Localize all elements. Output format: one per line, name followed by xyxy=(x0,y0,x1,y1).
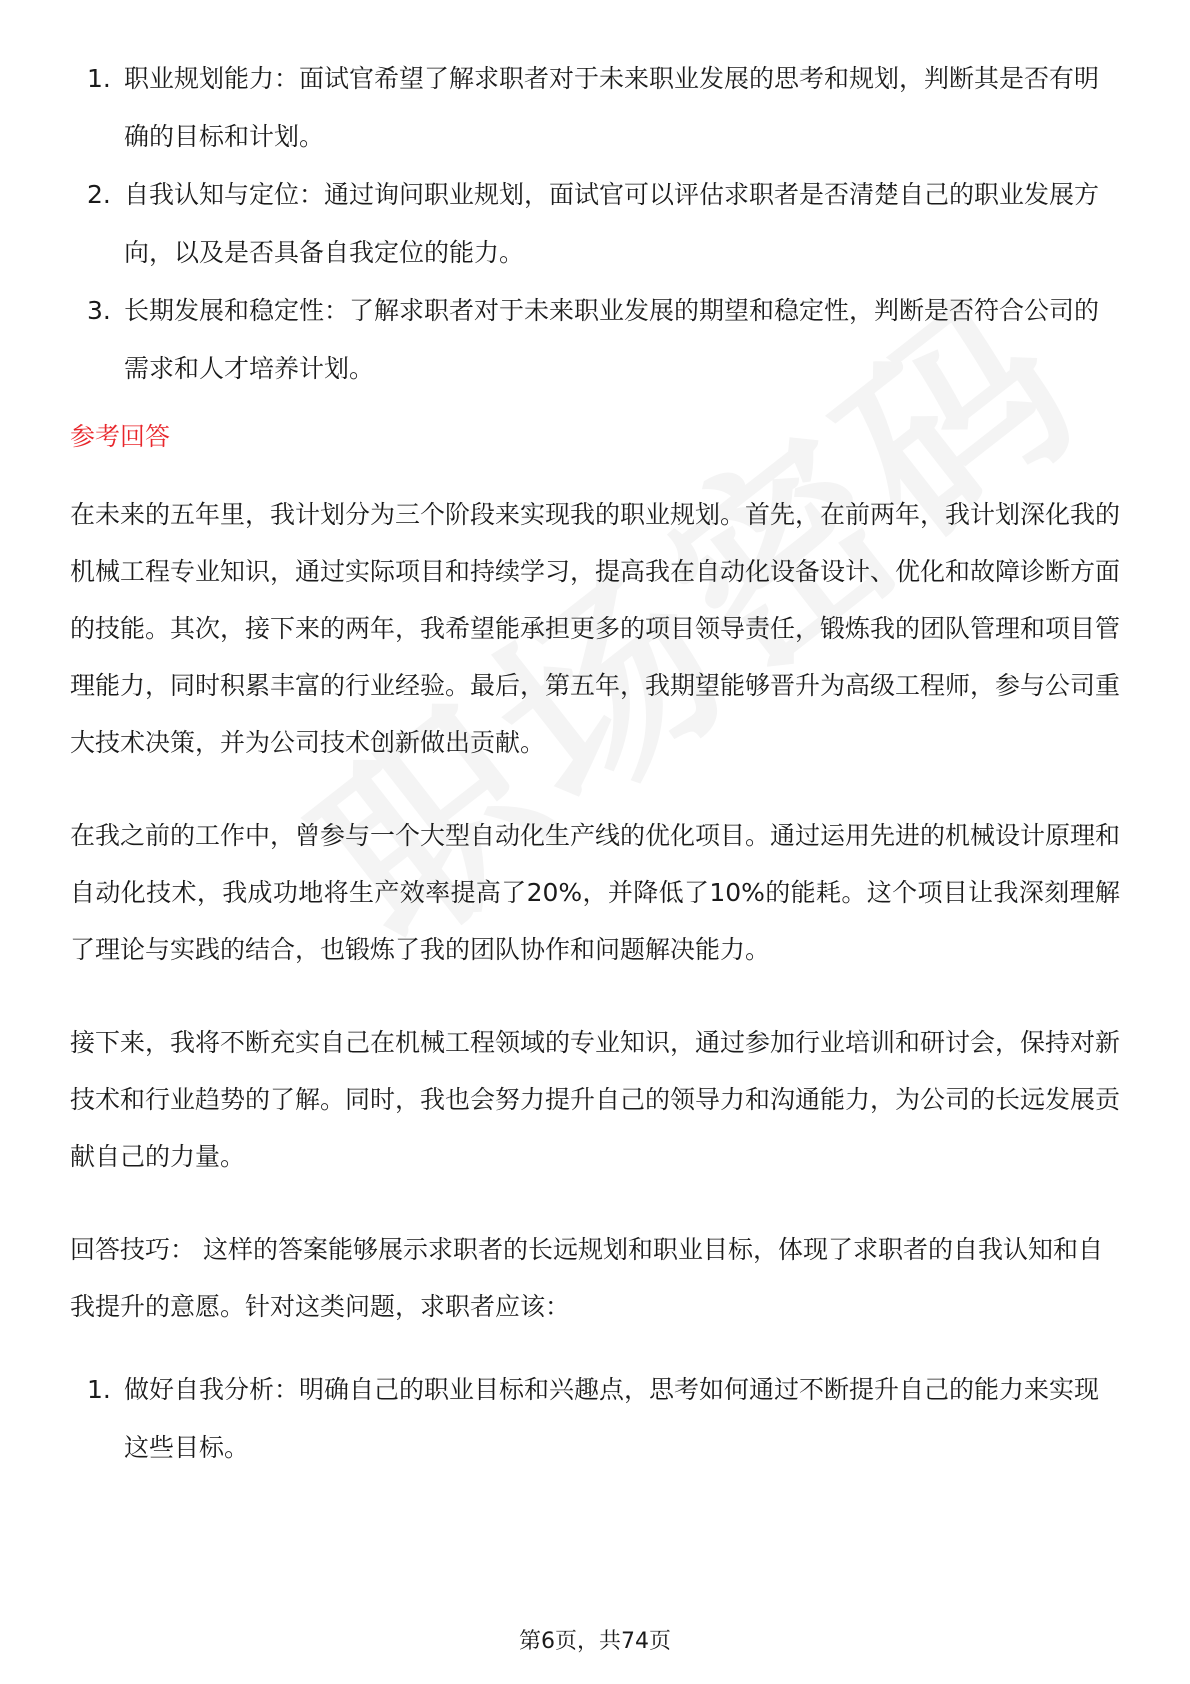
list-item-text: 职业规划能力：面试官希望了解求职者对于未来职业发展的思考和规划，判断其是否有明确的目标和计划。 xyxy=(124,64,1100,151)
list-item-text: 长期发展和稳定性：了解求职者对于未来职业发展的期望和稳定性，判断是否符合公司的需求和人才培养计划。 xyxy=(124,296,1100,383)
list-item-text: 做好自我分析：明确自己的职业目标和兴趣点，思考如何通过不断提升自己的能力来实现这些目标。 xyxy=(124,1375,1100,1462)
answer-paragraph: 在我之前的工作中，曾参与一个大型自动化生产线的优化项目。通过运用先进的机械设计原理和自动化技术，我成功地将生产效率提高了20%，并降低了10%的能耗。这个项目让我深刻理解了理论与实践的结合，也锻炼了我的团队协作和问题解决能力。 xyxy=(70,821,1121,964)
list-item xyxy=(70,50,1120,166)
list-number: 1. xyxy=(87,1375,111,1404)
list-item-text: 自我认知与定位：通过询问职业规划，面试官可以评估求职者是否清楚自己的职业发展方向，以及是否具备自我定位的能力。 xyxy=(124,180,1100,267)
section-heading: 参考回答 xyxy=(70,422,171,451)
list-number: 3. xyxy=(87,296,111,325)
list-item xyxy=(70,166,1120,282)
answer-paragraph: 在未来的五年里，我计划分为三个阶段来实现我的职业规划。首先，在前两年，我计划深化我的机械工程专业知识，通过实际项目和持续学习，提高我在自动化设备设计、优化和故障诊断方面的技能。其次，接下来的两年，我希望能承担更多的项目领导责任，锻炼我的团队管理和项目管理能力，同时积累丰富的行业经验。最后，第五年，我期望能够晋升为高级工程师，参与公司重大技术决策，并为公司技术创新做出贡献。 xyxy=(70,500,1121,757)
criteria-list xyxy=(70,50,1120,398)
answer-tips: 回答技巧： 这样的答案能够展示求职者的长远规划和职业目标，体现了求职者的自我认知和自我提升的意愿。针对这类问题，求职者应该： xyxy=(70,1235,1103,1321)
document-body xyxy=(70,50,1120,1477)
page-footer: 第6页，共74页 xyxy=(519,1629,671,1654)
list-number: 2. xyxy=(87,180,111,209)
list-item xyxy=(70,1361,1120,1477)
answer-paragraph: 接下来，我将不断充实自己在机械工程领域的专业知识，通过参加行业培训和研讨会，保持对新技术和行业趋势的了解。同时，我也会努力提升自己的领导力和沟通能力，为公司的长远发展贡献自己的力量。 xyxy=(70,1028,1121,1171)
list-item xyxy=(70,282,1120,398)
tips-list xyxy=(70,1361,1120,1477)
list-number: 1. xyxy=(87,64,111,93)
